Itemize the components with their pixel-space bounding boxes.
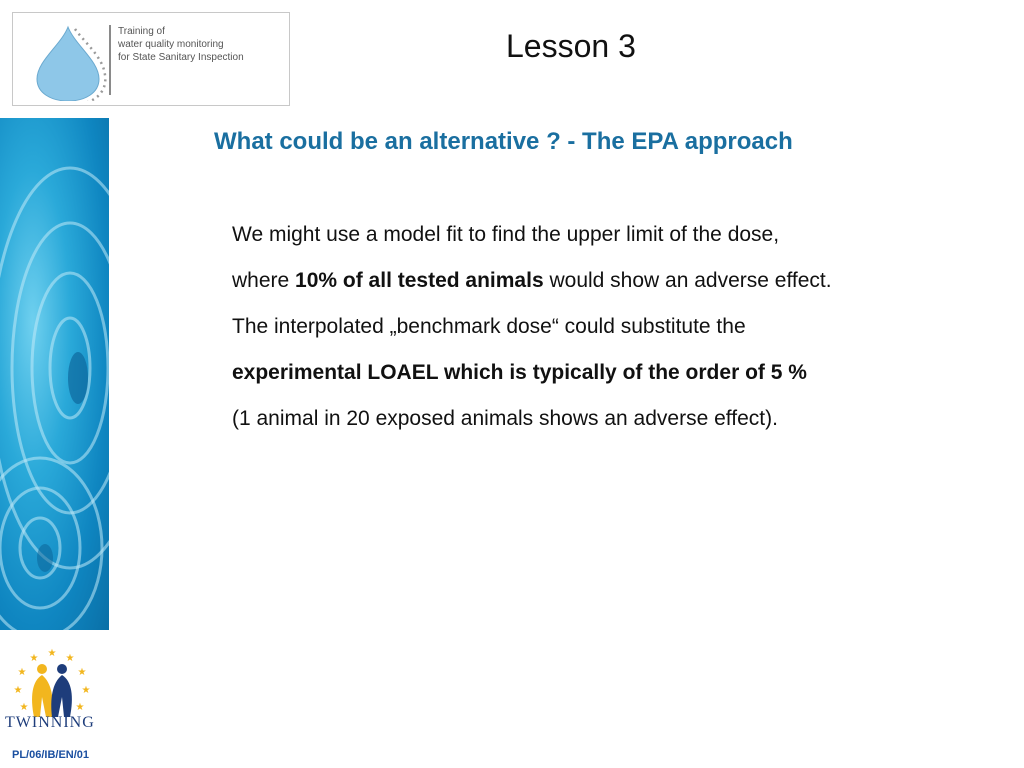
logo-line-3: for State Sanitary Inspection [118,52,244,63]
body-line-5: (1 animal in 20 exposed animals shows an adverse effect). [232,407,778,430]
logo-text [118,25,244,64]
body-line-3: The interpolated „benchmark dose“ could substitute the [232,315,746,338]
body-line-2-pre: where [232,269,296,292]
training-logo [12,12,290,106]
svg-text:★: ★ [19,702,29,713]
svg-text:★: ★ [29,653,39,664]
slide-body [232,212,992,442]
logo-divider [109,25,111,95]
svg-text:★: ★ [81,685,91,696]
water-drop-icon [23,23,113,101]
svg-text:★: ★ [75,702,85,713]
slide-subtitle: What could be an alternative ? - The EPA approach [214,128,793,155]
svg-text:★: ★ [47,648,57,659]
document-code: PL/06/IB/EN/01 [12,749,90,761]
svg-text:★: ★ [13,685,23,696]
water-ripple-image [0,118,109,630]
body-line-1: We might use a model fit to find the upper limit of the dose, [232,223,780,246]
logo-line-1: Training of [118,26,165,37]
page-title: Lesson 3 [506,28,636,64]
logo-line-2: water quality monitoring [118,39,224,50]
body-line-2-post: would show an adverse effect. [543,269,832,292]
body-line-4 [232,350,992,396]
twinning-label: TWINNING [5,714,95,731]
body-line-2 [232,258,992,304]
svg-text:★: ★ [77,667,87,678]
svg-text:★: ★ [65,653,75,664]
body-line-4-bold: experimental LOAEL which is typically of the order of 5 % [232,361,807,384]
svg-text:★: ★ [17,667,27,678]
body-line-2-bold: 10% of all tested animals [295,269,544,292]
people-figures-icon [32,664,72,717]
